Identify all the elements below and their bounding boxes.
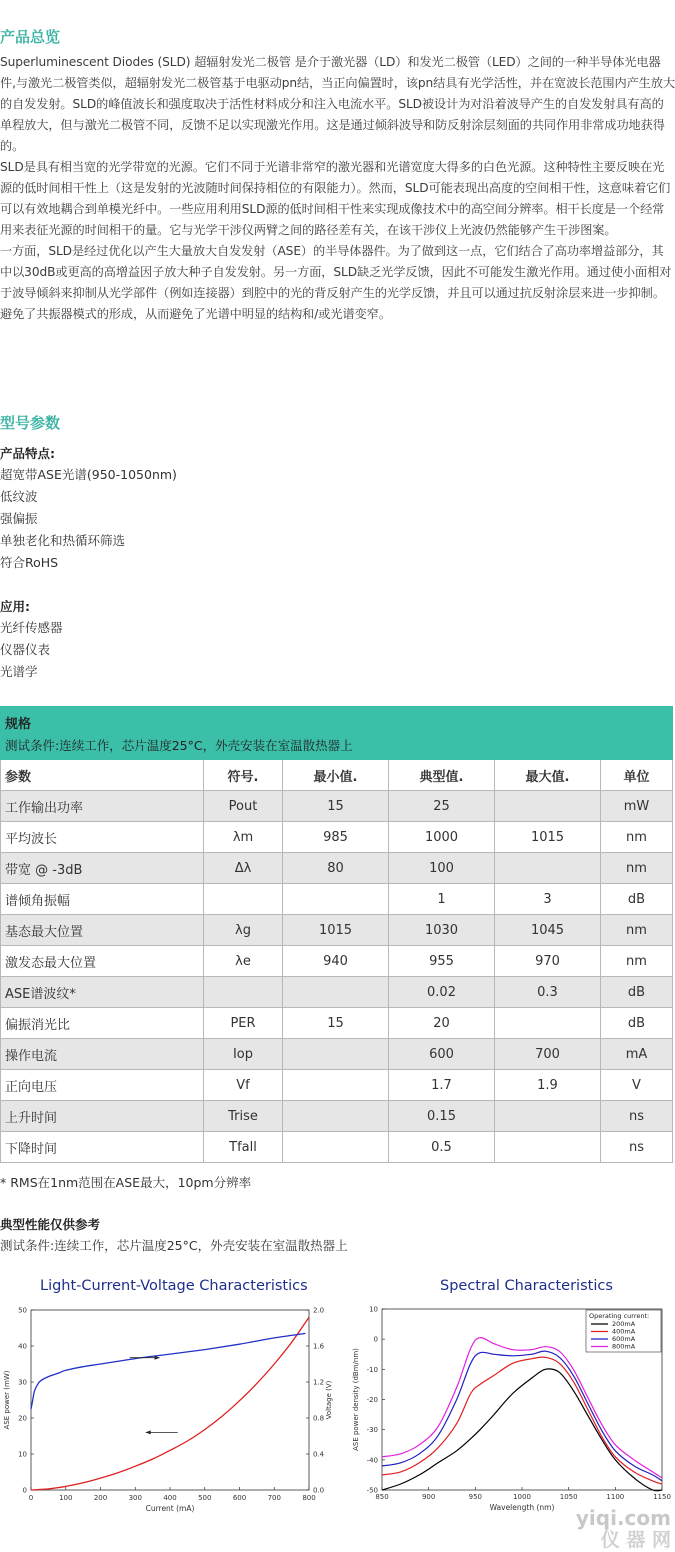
cell-symbol: PER [204,1008,283,1039]
cell-unit: nm [601,822,673,853]
cell-min: 15 [283,1008,389,1039]
y-tick-label: 10 [18,1450,27,1459]
spectral-chart-title: Spectral Characteristics [440,1278,613,1294]
cell-param: 下降时间 [1,1132,204,1163]
x-tick-label: 1000 [513,1493,531,1501]
x-tick-label: 900 [421,1493,436,1501]
cell-unit: mA [601,1039,673,1070]
cell-symbol: Δλ [204,853,283,884]
table-row [1,1039,673,1070]
spec-note: * RMS在1nm范围在ASE最大，10pm分辨率 [0,1175,252,1190]
cell-typ: 600 [389,1039,495,1070]
spec-condition: 测试条件:连续工作，芯片温度25°C，外壳安装在室温散热器上 [5,737,353,753]
cell-max [495,791,601,822]
application-item: 光纤传感器 [0,620,63,635]
table-row [1,1132,673,1163]
y-tick-label: -50 [366,1486,378,1495]
cell-unit: ns [601,1101,673,1132]
x-tick-label: 1100 [606,1493,625,1501]
watermark-chars: 仪 器 网 [600,1529,671,1551]
table-row [1,1101,673,1132]
y-tick-label: 0 [373,1335,378,1344]
col-header-unit: 单位 [601,760,673,791]
watermark-domain: yiqi.com [575,1506,671,1530]
cell-param: 工作输出功率 [1,791,204,822]
application-item: 光谱学 [0,664,38,679]
cell-unit: mW [601,791,673,822]
cell-symbol: Iop [204,1039,283,1070]
cell-max: 970 [495,946,601,977]
cell-unit: dB [601,977,673,1008]
y-tick-label: 20 [18,1414,27,1423]
cell-typ: 955 [389,946,495,977]
x-tick-label: 500 [198,1494,212,1502]
typical-condition: 测试条件:连续工作，芯片温度25°C，外壳安装在室温散热器上 [0,1238,348,1253]
y-tick-label: 30 [18,1378,27,1387]
cell-max: 1045 [495,915,601,946]
col-header-min: 最小值. [283,760,389,791]
cell-min [283,1132,389,1163]
cell-max [495,1132,601,1163]
model-title: 型号参数 [0,414,61,432]
cell-unit: dB [601,884,673,915]
y-tick-label: -20 [366,1396,378,1404]
cell-max [495,1101,601,1132]
voltage-curve [31,1333,306,1409]
x-axis-label: Current (mA) [145,1504,195,1513]
spec-table [0,706,673,1163]
cell-min: 940 [283,946,389,977]
table-row [1,853,673,884]
y-tick-label: 0 [22,1486,27,1495]
cell-symbol: λe [204,946,283,977]
table-row [1,915,673,946]
y2-tick-label: 1.2 [313,1378,325,1387]
cell-typ: 0.15 [389,1101,495,1132]
y-tick-label: 50 [18,1306,27,1315]
spec-header-cell [1,707,673,760]
cell-param: 基态最大位置 [1,915,204,946]
y2-tick-label: 0.0 [313,1486,325,1495]
cell-symbol [204,977,283,1008]
plot-frame [31,1310,309,1490]
spectrum-200mA [382,1369,662,1491]
cell-unit: V [601,1070,673,1101]
applications-heading: 应用: [0,599,30,614]
cell-param: ASE谱波纹* [1,977,204,1008]
cell-unit: nm [601,915,673,946]
table-row [1,884,673,915]
cell-param: 平均波长 [1,822,204,853]
col-header-max: 最大值. [495,760,601,791]
cell-symbol: Tfall [204,1132,283,1163]
feature-item: 强偏振 [0,511,38,526]
x-tick-label: 200 [93,1494,108,1502]
legend-label: 800mA [612,1342,636,1351]
cell-max: 1.9 [495,1070,601,1101]
legend-label: 400mA [612,1327,636,1336]
features-list [0,464,177,574]
overview-paragraph-1: Superluminescent Diodes (SLD) 超辐射发光二极管 是介于激光器（LD）和发光二极管（LED）之间的一种半导体光电器件,与激光二极管类似，超辐射发光二极管基于电驱动pn结，当正向偏置时，该pn结具有光学活性，并在宽波长范围内产生放大的自发发射。SLD的峰值波长和强度取决于活性材料成分和注入电流水平。SLD被设计为对沿着波导产生的自发发射具有高的单程放大，但与激光二极管不同，反馈不足以实现激光作用。这是通过倾斜波导和防反射涂层刻面的共同作用非常成功地获得的。 [0,55,675,153]
feature-item: 单独老化和热循环筛选 [0,533,126,548]
cell-symbol: λm [204,822,283,853]
cell-symbol: Vf [204,1070,283,1101]
x-tick-label: 800 [302,1494,316,1502]
table-row [1,1070,673,1101]
cell-max: 3 [495,884,601,915]
cell-min [283,1070,389,1101]
typical-title: 典型性能仅供参考 [0,1217,101,1232]
x-tick-label: 950 [468,1493,483,1501]
y2-axis-label: Voltage (V) [325,1380,333,1420]
feature-item: 符合RoHS [0,555,59,570]
feature-item: 低纹波 [0,489,38,504]
cell-typ: 100 [389,853,495,884]
x-tick-label: 850 [375,1493,389,1501]
lcv-chart [0,1300,340,1522]
arrow-left-head [146,1430,151,1434]
cell-unit: nm [601,946,673,977]
x-tick-label: 400 [163,1494,177,1502]
cell-max [495,853,601,884]
cell-max [495,1008,601,1039]
col-header-symbol: 符号. [204,760,283,791]
cell-param: 正向电压 [1,1070,204,1101]
legend-title: Operating current: [589,1312,650,1320]
application-item: 仪器仪表 [0,642,51,657]
spectral-chart [340,1300,675,1522]
x-tick-label: 1050 [559,1493,578,1501]
cell-typ: 1030 [389,915,495,946]
table-row [1,791,673,822]
cell-min: 80 [283,853,389,884]
x-tick-label: 700 [267,1494,281,1502]
cell-param: 偏振消光比 [1,1008,204,1039]
col-header-typ: 典型值. [389,760,495,791]
cell-min [283,884,389,915]
feature-item: 超宽带ASE光谱(950-1050nm) [0,467,177,482]
cell-typ: 20 [389,1008,495,1039]
cell-min: 985 [283,822,389,853]
y-tick-label: -40 [366,1456,378,1465]
features-heading: 产品特点: [0,446,55,461]
cell-param: 激发态最大位置 [1,946,204,977]
applications-list [0,617,63,683]
x-tick-label: 300 [128,1494,142,1502]
cell-typ: 0.5 [389,1132,495,1163]
power-curve [31,1317,309,1490]
cell-typ: 0.02 [389,977,495,1008]
table-row [1,822,673,853]
y2-tick-label: 2.0 [313,1306,325,1315]
lcv-chart-title: Light-Current-Voltage Characteristics [40,1278,308,1294]
cell-symbol: λg [204,915,283,946]
table-row [1,1008,673,1039]
cell-max: 700 [495,1039,601,1070]
y2-tick-label: 0.4 [313,1450,325,1459]
cell-max: 1015 [495,822,601,853]
y2-tick-label: 1.6 [313,1342,325,1351]
cell-typ: 1.7 [389,1070,495,1101]
cell-symbol [204,884,283,915]
cell-unit: nm [601,853,673,884]
spec-title: 规格 [5,716,32,732]
spec-column-headers [1,760,673,791]
x-tick-label: 100 [59,1494,73,1502]
y-axis-label: ASE power (mW) [3,1370,11,1430]
legend-label: 200mA [612,1320,636,1328]
table-row [1,977,673,1008]
cell-typ: 25 [389,791,495,822]
overview-title: 产品总览 [0,28,61,46]
cell-symbol: Trise [204,1101,283,1132]
y-tick-label: -10 [366,1365,378,1374]
overview-paragraph-3: 一方面，SLD是经过优化以产生大量放大自发发射（ASE）的半导体器件。为了做到这一点，它们结合了高功率增益部分，其中以30dB或更高的高增益因子放大种子自发发射。另一方面，SLD缺乏光学反馈，因此不可能发生激光作用。通过使小面相对于波导倾斜来抑制从光学部件（例如连接器）到腔中的光的背反射产生的光学反馈，并且可以通过抗反射涂层来进一步抑制。避免了共振器模式的形成，从而避免了光谱中明显的结构和/或光谱变窄。 [0,244,672,321]
cell-typ: 1000 [389,822,495,853]
y2-tick-label: 0.8 [313,1414,325,1423]
cell-typ: 1 [389,884,495,915]
col-header-param: 参数 [1,760,204,791]
cell-unit: ns [601,1132,673,1163]
y-tick-label: 10 [369,1305,378,1314]
x-tick-label: 600 [232,1494,247,1502]
y-axis-label: ASE power density (dBm/nm) [352,1348,360,1451]
cell-max: 0.3 [495,977,601,1008]
cell-param: 带宽 @ -3dB [1,853,204,884]
y-tick-label: 40 [18,1342,27,1351]
cell-param: 谱倾角振幅 [1,884,204,915]
spec-table-header [1,707,673,760]
spectrum-800mA [382,1338,662,1478]
legend-label: 600mA [612,1335,636,1343]
cell-min: 1015 [283,915,389,946]
x-axis-label: Wavelength (nm) [489,1503,555,1512]
cell-symbol: Pout [204,791,283,822]
x-tick-label: 1150 [653,1493,671,1501]
table-row [1,946,673,977]
overview-paragraph-2: SLD是具有相当宽的光学带宽的光源。它们不同于光谱非常窄的激光器和光谱宽度大得多的白色光源。这种特性主要反映在光源的低时间相干性上（这是发射的光波随时间保持相位的有限能力）。然而，SLD可能表现出高度的空间相干性，这意味着它们可以有效地耦合到单模光纤中。一些应用利用SLD源的低时间相干性来实现成像技术中的高空间分辨率。相干长度是一个经常用来表征光源的时间相干的量。它与光学干涉仪两臂之间的路径差有关，在该干涉仪上光波仍然能够产生干涉图案。 [0,160,671,237]
y-tick-label: -30 [366,1426,378,1435]
cell-unit: dB [601,1008,673,1039]
cell-min [283,1039,389,1070]
cell-min [283,1101,389,1132]
overview-text [0,52,675,325]
cell-min: 15 [283,791,389,822]
cell-param: 上升时间 [1,1101,204,1132]
cell-param: 操作电流 [1,1039,204,1070]
cell-min [283,977,389,1008]
x-tick-label: 0 [28,1494,34,1502]
